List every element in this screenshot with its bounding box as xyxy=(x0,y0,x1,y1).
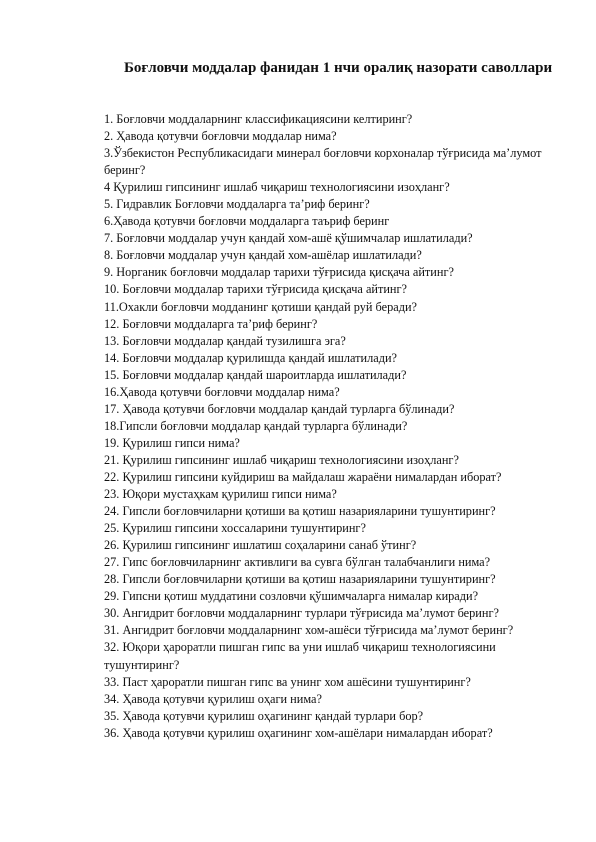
document-title: Боғловчи моддалар фанидан 1 нчи оралиқ назорати саволлари xyxy=(124,60,553,76)
question-item: 8. Боғловчи моддалар учун қандай хом-ашёлар ишлатилади? xyxy=(104,248,422,263)
question-item: 26. Қурилиш гипсининг ишлатиш соҳаларини санаб ўтинг? xyxy=(104,538,417,553)
question-item: 29. Гипсни қотиш муддатини созловчи қўшимчаларга нималар киради? xyxy=(104,589,479,604)
question-list xyxy=(104,111,564,742)
question-item: 30. Ангидрит боғловчи моддаларнинг турлари тўғрисида маʼлумот беринг? xyxy=(104,606,499,621)
question-item: 18.Гипсли боғловчи моддалар қандай турларга бўлинади? xyxy=(104,418,408,433)
question-item: 13. Боғловчи моддалар қандай тузилишга эга? xyxy=(104,333,346,348)
question-item: 22. Қурилиш гипсини куйдириш ва майдалаш жараёни нималардан иборат? xyxy=(104,469,502,484)
question-item: 35. Ҳавода қотувчи қурилиш оҳагининг қандай турлари бор? xyxy=(104,708,424,723)
question-item: 32. Юқори ҳароратли пишган гипс ва уни ишлаб чиқариш технологиясини тушунтиринг? xyxy=(104,640,496,672)
question-item: 36. Ҳавода қотувчи қурилиш оҳагининг хом-ашёлари нималардан иборат? xyxy=(104,725,493,740)
question-item: 19. Қурилиш гипси нима? xyxy=(104,435,240,450)
question-item: 11.Охакли боғловчи модданинг қотиши қандай руй беради? xyxy=(104,299,417,314)
question-item: 12. Боғловчи моддаларга таʼриф беринг? xyxy=(104,316,318,331)
question-item: 23. Юқори мустаҳкам қурилиш гипси нима? xyxy=(104,487,337,502)
question-item: 5. Гидравлик Боғловчи моддаларга таʼриф беринг? xyxy=(104,197,370,212)
question-item: 3.Ўзбекистон Республикасидаги минерал боғловчи корхоналар тўғрисида маʼлумот беринг? xyxy=(104,146,542,178)
question-item: 25. Қурилиш гипсини хоссаларини тушунтиринг? xyxy=(104,521,366,536)
question-item: 24. Гипсли боғловчиларни қотиши ва қотиш назарияларини тушунтиринг? xyxy=(104,504,496,519)
question-item: 28. Гипсли боғловчиларни қотиши ва қотиш назарияларини тушунтиринг? xyxy=(104,572,496,587)
question-item: 16.Ҳавода қотувчи боғловчи моддалар нима? xyxy=(104,384,340,399)
question-item: 4 Қурилиш гипсининг ишлаб чиқариш технологиясини изоҳланг? xyxy=(104,180,450,195)
question-item: 6.Ҳавода қотувчи боғловчи моддаларга таъриф беринг xyxy=(104,214,390,229)
question-item: 10. Боғловчи моддалар тарихи тўғрисида қисқача айтинг? xyxy=(104,282,408,297)
question-item: 7. Боғловчи моддалар учун қандай хом-ашё қўшимчалар ишлатилади? xyxy=(104,231,473,246)
question-item: 31. Ангидрит боғловчи моддаларнинг хом-ашёси тўғрисида маʼлумот беринг? xyxy=(104,623,514,638)
question-item: 33. Паст ҳароратли пишган гипс ва унинг хом ашёсини тушунтиринг? xyxy=(104,674,471,689)
question-item: 2. Ҳавода қотувчи боғловчи моддалар нима? xyxy=(104,129,337,144)
question-item: 14. Боғловчи моддалар қурилишда қандай ишлатилади? xyxy=(104,350,398,365)
question-item: 9. Норганик боғловчи моддалар тарихи тўғрисида қисқача айтинг? xyxy=(104,265,454,280)
question-item: 27. Гипс боғловчиларнинг активлиги ва сувга бўлган талабчанлиги нима? xyxy=(104,555,491,570)
question-item: 17. Ҳавода қотувчи боғловчи моддалар қандай турларга бўлинади? xyxy=(104,401,455,416)
question-item: 15. Боғловчи моддалар қандай шароитларда ишлатилади? xyxy=(104,367,407,382)
question-item: 34. Ҳавода қотувчи қурилиш оҳаги нима? xyxy=(104,691,322,706)
question-item: 21. Қурилиш гипсининг ишлаб чиқариш технологиясини изоҳланг? xyxy=(104,452,459,467)
question-item: 1. Боғловчи моддаларнинг классификациясини келтиринг? xyxy=(104,112,413,126)
